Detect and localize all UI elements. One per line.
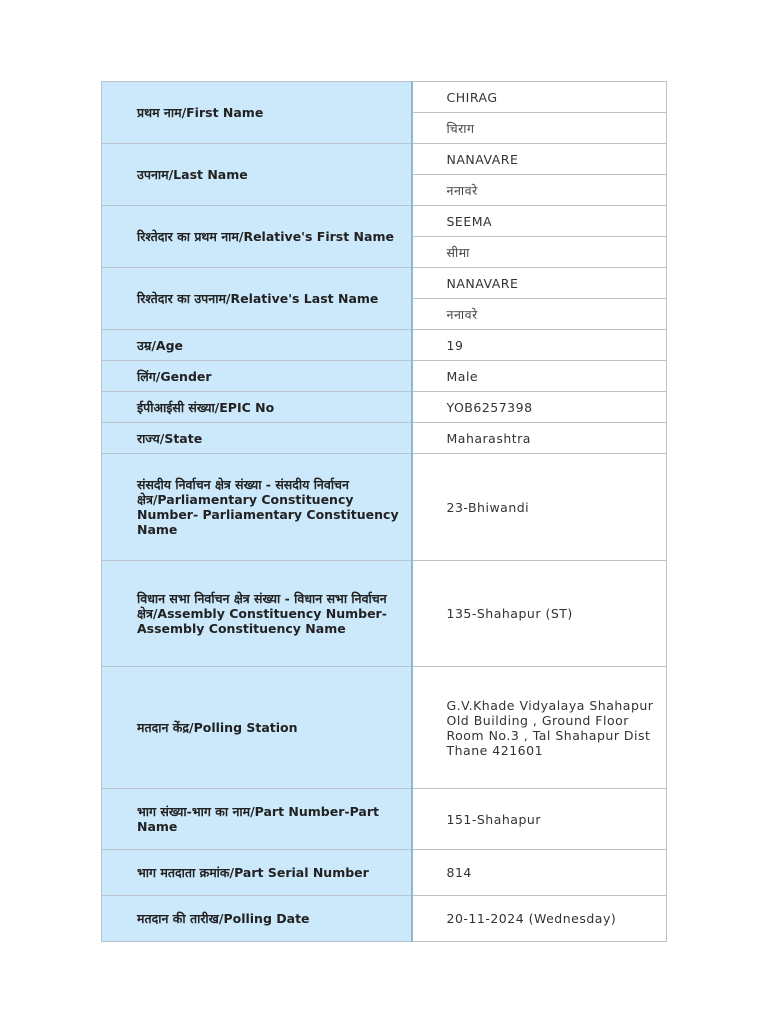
label-state: राज्य/State — [102, 423, 412, 454]
row-gender — [102, 361, 667, 392]
row-part-serial-number — [102, 850, 667, 896]
value-polling-date: 20-11-2024 (Wednesday) — [412, 896, 667, 942]
label-first-name: प्रथम नाम/First Name — [102, 82, 412, 144]
label-relative-last-name: रिश्तेदार का उपनाम/Relative's Last Name — [102, 268, 412, 330]
value-relative-last-name-hindi: ननावरे — [412, 299, 667, 330]
row-polling-station — [102, 667, 667, 789]
label-assembly-constituency: विधान सभा निर्वाचन क्षेत्र संख्या - विधान सभा निर्वाचन क्षेत्र/Assembly Constituency Number- Assembly Constituency Name — [102, 561, 412, 667]
row-polling-date — [102, 896, 667, 942]
label-part-number: भाग संख्या-भाग का नाम/Part Number-Part Name — [102, 789, 412, 850]
value-state: Maharashtra — [412, 423, 667, 454]
row-assembly-constituency — [102, 561, 667, 667]
row-parliamentary-constituency — [102, 454, 667, 561]
label-polling-date: मतदान की तारीख/Polling Date — [102, 896, 412, 942]
row-relative-last-name — [102, 268, 667, 299]
value-gender: Male — [412, 361, 667, 392]
value-first-name-english: CHIRAG — [412, 82, 667, 113]
value-part-number: 151-Shahapur — [412, 789, 667, 850]
label-gender: लिंग/Gender — [102, 361, 412, 392]
row-age — [102, 330, 667, 361]
row-last-name — [102, 144, 667, 175]
value-part-serial-number: 814 — [412, 850, 667, 896]
row-part-number — [102, 789, 667, 850]
label-last-name: उपनाम/Last Name — [102, 144, 412, 206]
row-relative-first-name — [102, 206, 667, 237]
value-polling-station: G.V.Khade Vidyalaya Shahapur Old Building , Ground Floor Room No.3 , Tal Shahapur Dist Thane 421601 — [412, 667, 667, 789]
label-polling-station: मतदान केंद्र/Polling Station — [102, 667, 412, 789]
label-relative-first-name: रिश्तेदार का प्रथम नाम/Relative's First Name — [102, 206, 412, 268]
value-assembly-constituency: 135-Shahapur (ST) — [412, 561, 667, 667]
voter-details-table — [101, 81, 667, 942]
label-age: उम्र/Age — [102, 330, 412, 361]
value-age: 19 — [412, 330, 667, 361]
value-epic-no: YOB6257398 — [412, 392, 667, 423]
value-first-name-hindi: चिराग — [412, 113, 667, 144]
row-first-name — [102, 82, 667, 113]
label-parliamentary-constituency: संसदीय निर्वाचन क्षेत्र संख्या - संसदीय निर्वाचन क्षेत्र/Parliamentary Constituency Number- Parliamentary Constituency Name — [102, 454, 412, 561]
value-last-name-hindi: ननावरे — [412, 175, 667, 206]
row-state — [102, 423, 667, 454]
value-relative-first-name-hindi: सीमा — [412, 237, 667, 268]
value-parliamentary-constituency: 23-Bhiwandi — [412, 454, 667, 561]
value-relative-last-name-english: NANAVARE — [412, 268, 667, 299]
row-epic-no — [102, 392, 667, 423]
value-relative-first-name-english: SEEMA — [412, 206, 667, 237]
value-last-name-english: NANAVARE — [412, 144, 667, 175]
label-part-serial-number: भाग मतदाता क्रमांक/Part Serial Number — [102, 850, 412, 896]
label-epic-no: ईपीआईसी संख्या/EPIC No — [102, 392, 412, 423]
